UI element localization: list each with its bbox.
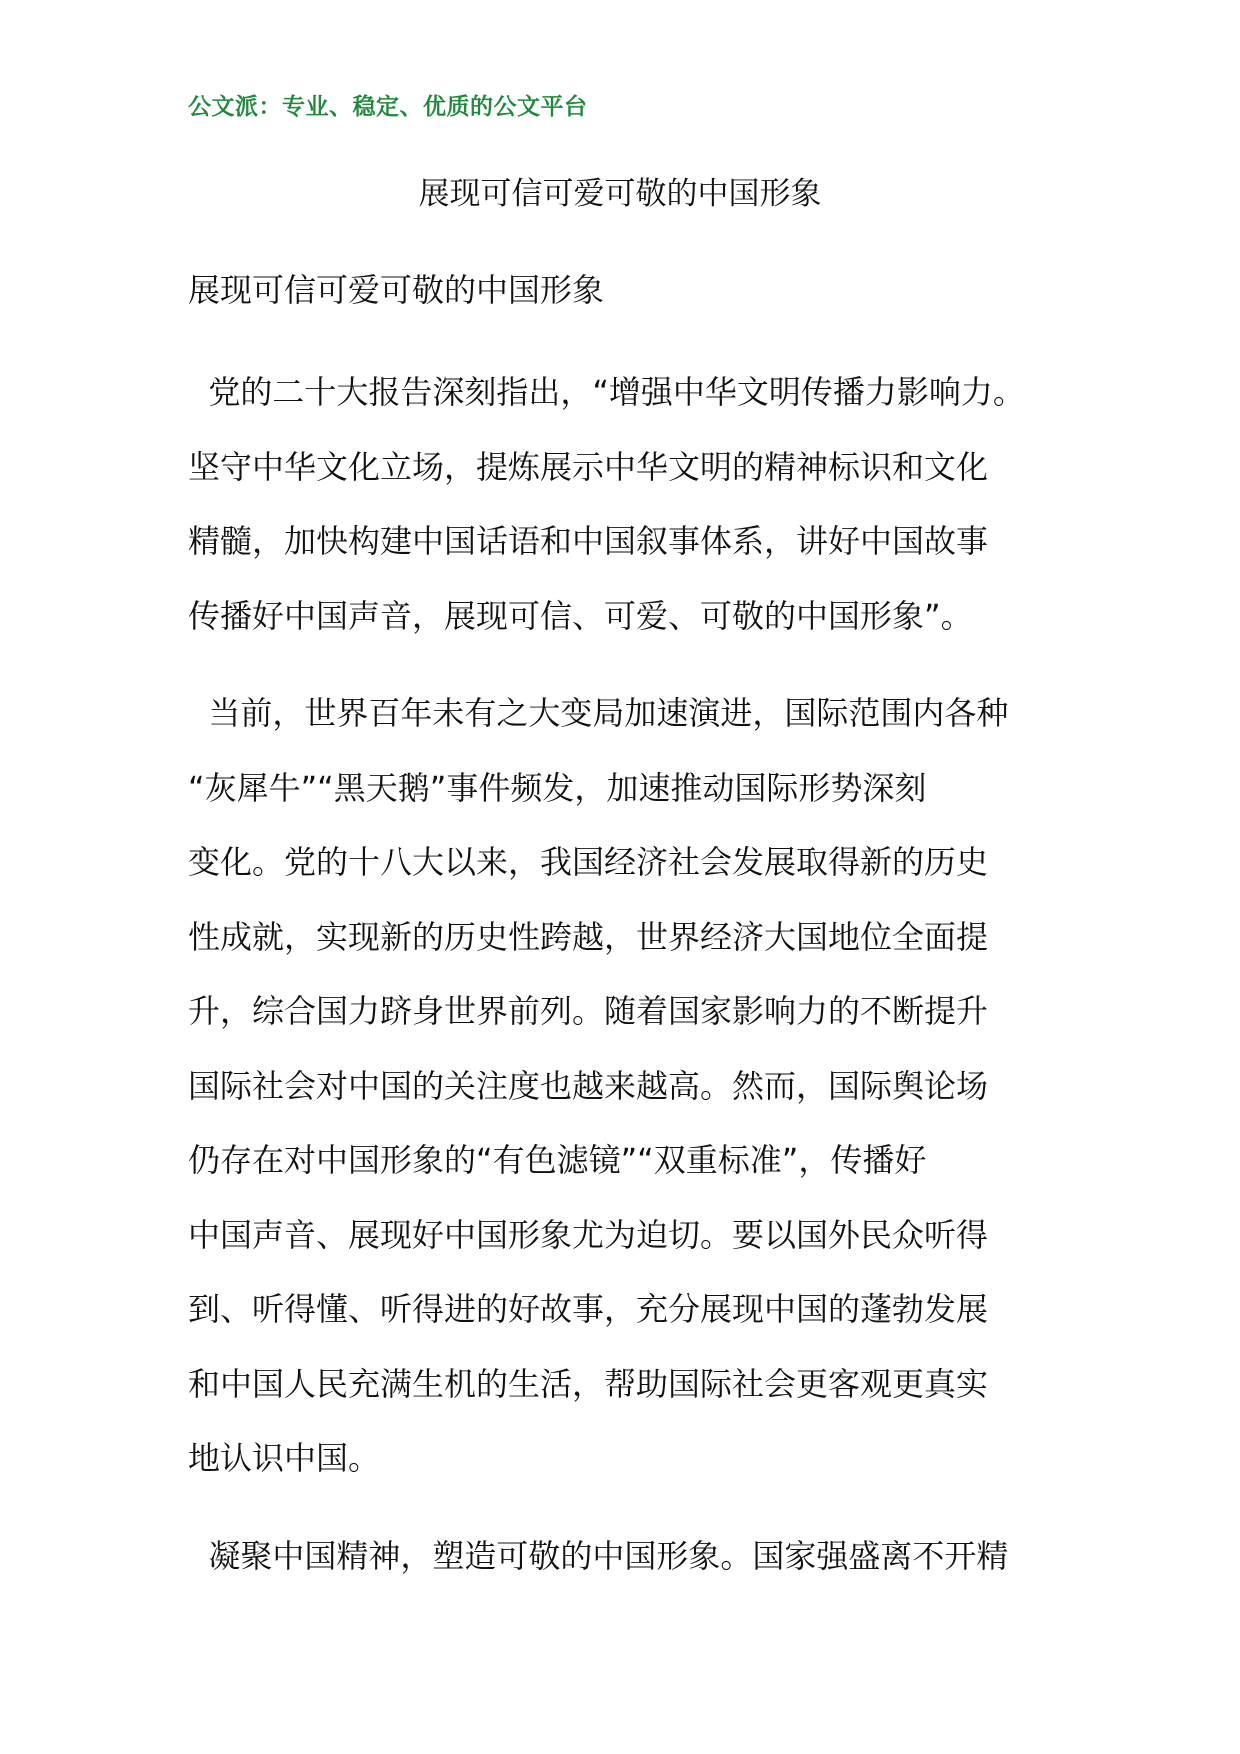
text-line: 坚守中华文化立场，提炼展示中华文明的精神标识和文化 bbox=[188, 447, 989, 486]
text-line: 当前，世界百年未有之大变局加速演进，国际范围内各种 bbox=[188, 694, 1009, 732]
text-line: 仍存在对中国形象的“有色滤镜”“双重标准”，传播好 bbox=[188, 1141, 927, 1179]
paragraph-2 bbox=[188, 676, 1068, 1496]
paragraph-1 bbox=[188, 355, 1068, 653]
paragraph-3 bbox=[188, 1519, 1068, 1594]
text-line: 凝聚中国精神，塑造可敬的中国形象。国家强盛离不开精 bbox=[188, 1536, 1009, 1575]
text-line: 变化。党的十八大以来，我国经济社会发展取得新的历史 bbox=[188, 843, 989, 881]
text-line: 升，综合国力跻身世界前列。随着国家影响力的不断提升 bbox=[188, 992, 989, 1030]
text-line: 国际社会对中国的关注度也越来越高。然而，国际舆论场 bbox=[188, 1066, 989, 1105]
text-line: 传播好中国声音，展现可信、可爱、可敬的中国形象”。 bbox=[188, 596, 973, 635]
brand-header: 公文派：专业、稳定、优质的公文平台 bbox=[188, 93, 588, 120]
text-line: 到、听得懂、听得进的好故事，充分展现中国的蓬勃发展 bbox=[188, 1290, 989, 1328]
text-line: 地认识中国。 bbox=[188, 1439, 381, 1477]
document-title: 展现可信可爱可敬的中国形象 bbox=[418, 176, 822, 212]
text-line: “灰犀牛”“黑天鹅”事件频发，加速推动国际形势深刻 bbox=[188, 768, 927, 807]
text-line: 性成就，实现新的历史性跨越，世界经济大国地位全面提 bbox=[188, 917, 989, 956]
text-line: 党的二十大报告深刻指出，“增强中华文明传播力影响力。 bbox=[188, 373, 1025, 411]
text-line: 和中国人民充满生机的生活，帮助国际社会更客观更真实 bbox=[188, 1364, 989, 1403]
text-line: 精髓，加快构建中国话语和中国叙事体系，讲好中国故事 bbox=[188, 522, 989, 560]
document-body bbox=[188, 355, 1068, 1616]
document-subtitle: 展现可信可爱可敬的中国形象 bbox=[188, 271, 605, 309]
text-line: 中国声音、展现好中国形象尤为迫切。要以国外民众听得 bbox=[188, 1215, 989, 1254]
